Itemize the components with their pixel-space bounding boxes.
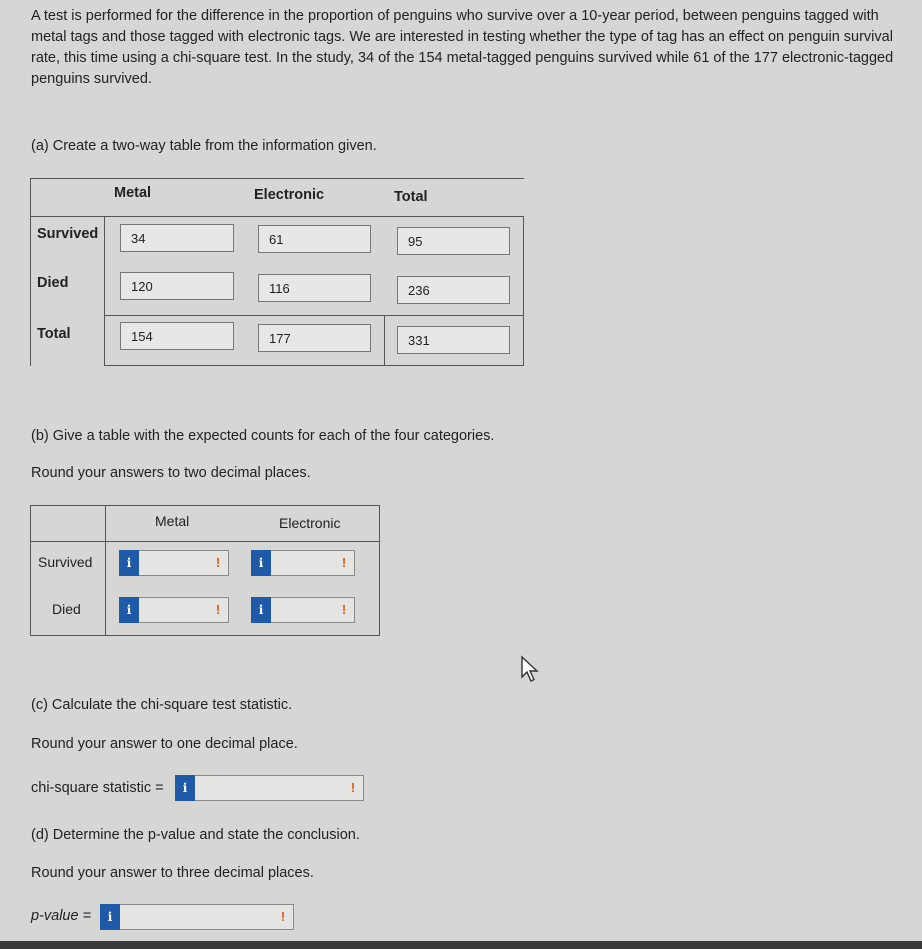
warning-icon: ! <box>215 555 221 570</box>
warning-icon: ! <box>350 780 356 795</box>
header-metal: Metal <box>114 185 152 201</box>
info-icon[interactable]: i <box>119 597 139 623</box>
table-left-border <box>30 178 31 366</box>
part-b-rounding: Round your answers to two decimal places. <box>31 465 311 481</box>
expected-died-electronic-input[interactable] <box>251 597 355 623</box>
part-c-prompt: (c) Calculate the chi-square test statistic. <box>31 697 293 713</box>
warning-icon: ! <box>341 555 347 570</box>
header-total: Total <box>394 189 428 205</box>
table-bottom-border <box>104 365 524 366</box>
info-icon[interactable]: i <box>251 550 271 576</box>
chi-square-input[interactable] <box>175 775 364 801</box>
row-label-survived: Survived <box>37 226 99 242</box>
cell-total-metal[interactable]: 154 <box>120 322 234 350</box>
table-label-divider <box>104 216 105 366</box>
chi-square-label: chi-square statistic = <box>31 780 164 796</box>
info-icon[interactable]: i <box>251 597 271 623</box>
question-intro: A test is performed for the difference in the proportion of penguins who survive over a 10-year period, between penguins tagged with metal tags and those tagged with electronic tags. We are interested in testing whether the type of tag has an effect on penguin survival rate, this time using a chi-square test. In the study, 34 of the 154 metal-tagged penguins survived while 61 of the 177 electronic-tagged penguins survived. <box>31 8 894 87</box>
expected-survived-metal-input[interactable] <box>119 550 229 576</box>
part-a-prompt: (a) Create a two-way table from the information given. <box>31 138 377 154</box>
mouse-cursor-icon <box>520 655 540 683</box>
cell-total-total[interactable]: 331 <box>397 326 510 354</box>
table-right-border <box>523 216 524 366</box>
warning-icon: ! <box>215 602 221 617</box>
expected-survived-electronic-input[interactable] <box>251 550 355 576</box>
b-header-divider <box>31 541 379 542</box>
part-d-rounding: Round your answer to three decimal places. <box>31 865 314 881</box>
cell-total-electronic[interactable]: 177 <box>258 324 371 352</box>
b-row-label-died: Died <box>52 601 81 617</box>
table-total-col-divider <box>384 315 385 365</box>
warning-icon: ! <box>280 909 286 924</box>
b-row-label-survived: Survived <box>38 554 93 570</box>
warning-icon: ! <box>341 602 347 617</box>
p-value-label: p-value = <box>31 908 92 924</box>
cell-survived-electronic[interactable]: 61 <box>258 225 371 253</box>
cell-survived-metal[interactable]: 34 <box>120 224 234 252</box>
row-label-died: Died <box>37 275 69 291</box>
expected-died-metal-input[interactable] <box>119 597 229 623</box>
p-value-input[interactable] <box>100 904 294 930</box>
b-header-metal: Metal <box>155 513 190 529</box>
header-electronic: Electronic <box>254 187 325 203</box>
info-icon[interactable]: i <box>100 904 120 930</box>
info-icon[interactable]: i <box>119 550 139 576</box>
cell-died-metal[interactable]: 120 <box>120 272 234 300</box>
b-header-electronic: Electronic <box>279 515 341 531</box>
cell-survived-total[interactable]: 95 <box>397 227 510 255</box>
part-d-prompt: (d) Determine the p-value and state the conclusion. <box>31 827 360 843</box>
table-top-border <box>30 178 524 179</box>
part-b-prompt: (b) Give a table with the expected counts for each of the four categories. <box>31 428 495 444</box>
cell-died-electronic[interactable]: 116 <box>258 274 371 302</box>
part-c-rounding: Round your answer to one decimal place. <box>31 736 298 752</box>
info-icon[interactable]: i <box>175 775 195 801</box>
row-label-total: Total <box>37 326 71 342</box>
two-way-table <box>30 178 524 366</box>
table-total-divider <box>104 315 524 316</box>
b-label-divider <box>105 506 106 635</box>
screen-bottom-edge <box>0 941 922 949</box>
cell-died-total[interactable]: 236 <box>397 276 510 304</box>
expected-counts-table <box>30 505 380 636</box>
